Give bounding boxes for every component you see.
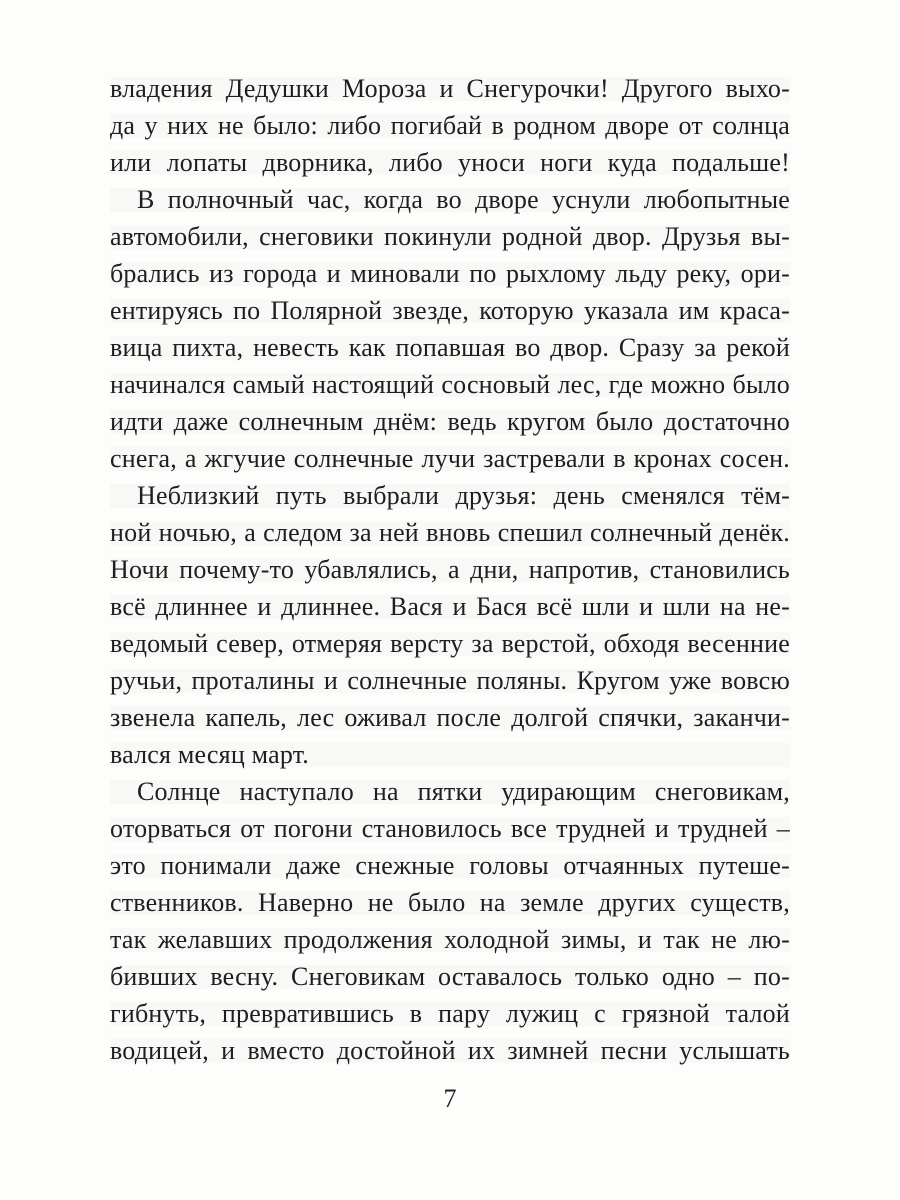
text-line: так желавших продолжения холодной зимы, и так не лю- [110, 921, 790, 958]
text-line: водицей, и вместо достойной их зимней песни услышать [110, 1032, 790, 1069]
text-line: звенела капель, лес оживал после долгой спячки, заканчи- [110, 699, 790, 736]
text-line: Неблизкий путь выбрали друзья: день сменялся тём- [110, 477, 790, 514]
text-line: брались из города и миновали по рыхлому льду реку, ори- [110, 255, 790, 292]
text-line: да у них не было: либо погибай в родном дворе от солнца [110, 107, 790, 144]
text-line: ственников. Наверно не было на земле других существ, [110, 884, 790, 921]
text-line: ведомый север, отмеряя версту за верстой, обходя весенние [110, 625, 790, 662]
text-line: это понимали даже снежные головы отчаянных путеше- [110, 847, 790, 884]
text-line: начинался самый настоящий сосновый лес, где можно было [110, 366, 790, 403]
text-line: В полночный час, когда во дворе уснули любопытные [110, 181, 790, 218]
text-line: вица пихта, невесть как попавшая во двор. Сразу за рекой [110, 329, 790, 366]
text-line: Ночи почему-то убавлялись, а дни, напротив, становились [110, 551, 790, 588]
paragraph [110, 773, 790, 1069]
page-number: 7 [443, 1084, 457, 1113]
text-line: ентируясь по Полярной звезде, которую указала им краса- [110, 292, 790, 329]
text-line: или лопаты дворника, либо уноси ноги куда подальше! [110, 144, 790, 181]
text-line: автомобили, снеговики покинули родной двор. Друзья вы- [110, 218, 790, 255]
text-line: идти даже солнечным днём: ведь кругом было достаточно [110, 403, 790, 440]
text-line: ной ночью, а следом за ней вновь спешил солнечный денёк. [110, 514, 790, 551]
page-text-block [110, 70, 790, 1069]
paragraph [110, 477, 790, 773]
paragraph [110, 181, 790, 477]
text-line: гибнуть, превратившись в пару лужиц с грязной талой [110, 995, 790, 1032]
text-line: всё длиннее и длиннее. Вася и Бася всё шли и шли на не- [110, 588, 790, 625]
text-line: ручьи, проталины и солнечные поляны. Кругом уже вовсю [110, 662, 790, 699]
text-line: вался месяц март. [110, 736, 790, 773]
text-line: владения Дедушки Мороза и Снегурочки! Другого выхо- [110, 70, 790, 107]
text-line: оторваться от погони становилось все трудней и трудней – [110, 810, 790, 847]
text-line: Солнце наступало на пятки удирающим снеговикам, [110, 773, 790, 810]
text-line: снега, а жгучие солнечные лучи застревали в кронах сосен. [110, 440, 790, 477]
paragraph [110, 70, 790, 181]
text-line: бивших весну. Снеговикам оставалось только одно – по- [110, 958, 790, 995]
